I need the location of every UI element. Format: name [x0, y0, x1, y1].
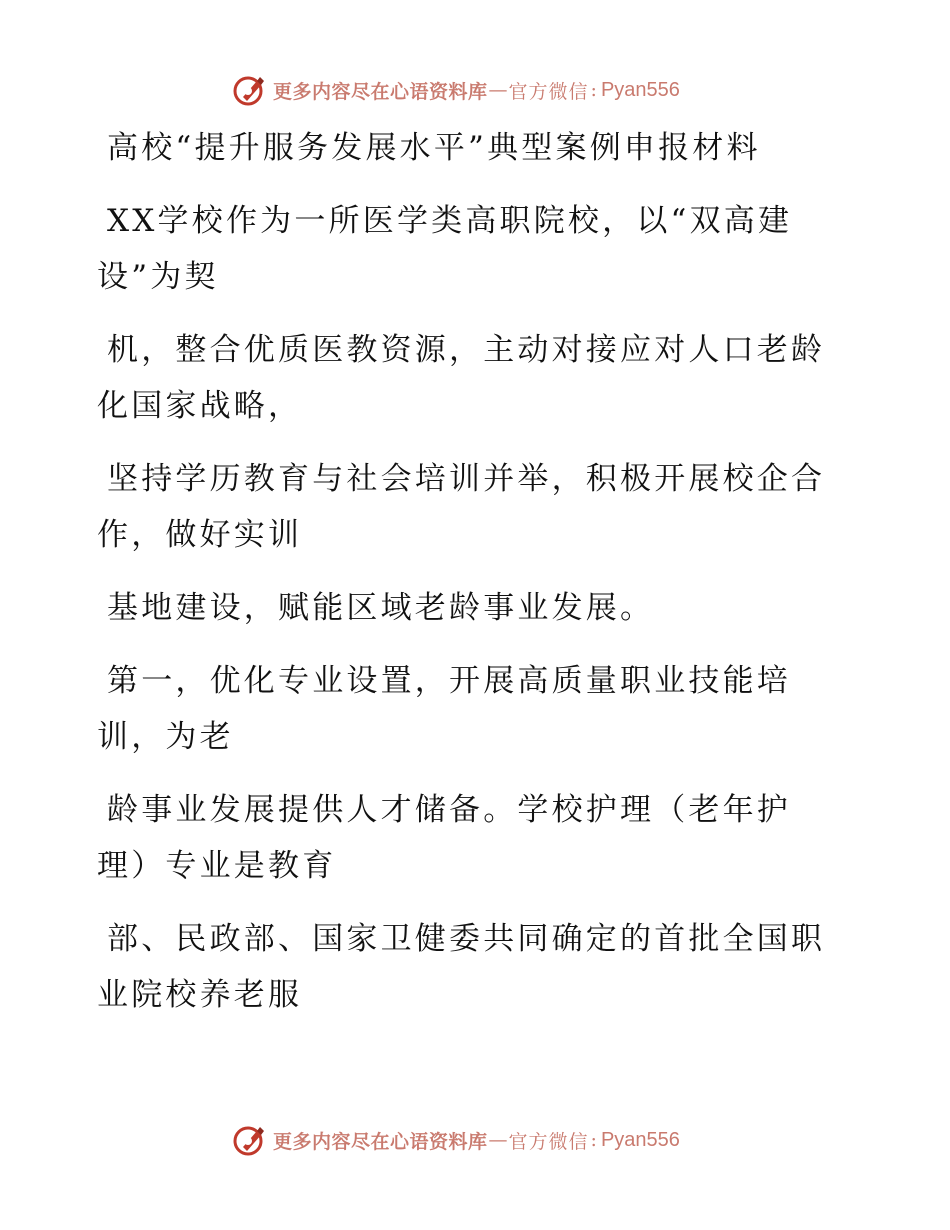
- footer-watermark: [233, 1122, 680, 1158]
- document-title: 高校“提升服务发展水平”典型案例申报材料: [107, 130, 761, 166]
- watermark-dash: —: [488, 79, 508, 101]
- watermark-official-label: 官方微信: [508, 1130, 589, 1153]
- paragraph-4: 基地建设，赋能区域老龄事业发展。: [107, 590, 655, 626]
- paragraph-1: XX学校作为一所医学类高职院校，以“双高建设”为契: [97, 203, 793, 295]
- watermark-wechat-id: Pyan556: [600, 1128, 680, 1151]
- watermark-text: 更多内容尽在心语资料库: [273, 1130, 488, 1153]
- paragraph-6: 龄事业发展提供人才储备。学校护理（老年护理）专业是教育: [97, 792, 791, 884]
- paragraph-5: 第一，优化专业设置，开展高质量职业技能培训，为老: [97, 663, 791, 755]
- paragraph-2: 机，整合优质医教资源，主动对接应对人口老龄化国家战略，: [97, 332, 826, 424]
- watermark-colon: :: [590, 79, 597, 101]
- document-body: [97, 120, 837, 1040]
- paragraph-3: 坚持学历教育与社会培训并举，积极开展校企合作，做好实训: [97, 461, 826, 553]
- pen-logo-icon: [233, 73, 267, 107]
- watermark-dash: —: [488, 1129, 508, 1151]
- header-watermark: [233, 72, 680, 108]
- paragraph-7: 部、民政部、国家卫健委共同确定的首批全国职业院校养老服: [97, 921, 826, 1013]
- watermark-official-label: 官方微信: [508, 80, 589, 103]
- watermark-wechat-id: Pyan556: [600, 78, 680, 101]
- watermark-text: 更多内容尽在心语资料库: [273, 80, 488, 103]
- pen-logo-icon: [233, 1123, 267, 1157]
- watermark-colon: :: [590, 1129, 597, 1151]
